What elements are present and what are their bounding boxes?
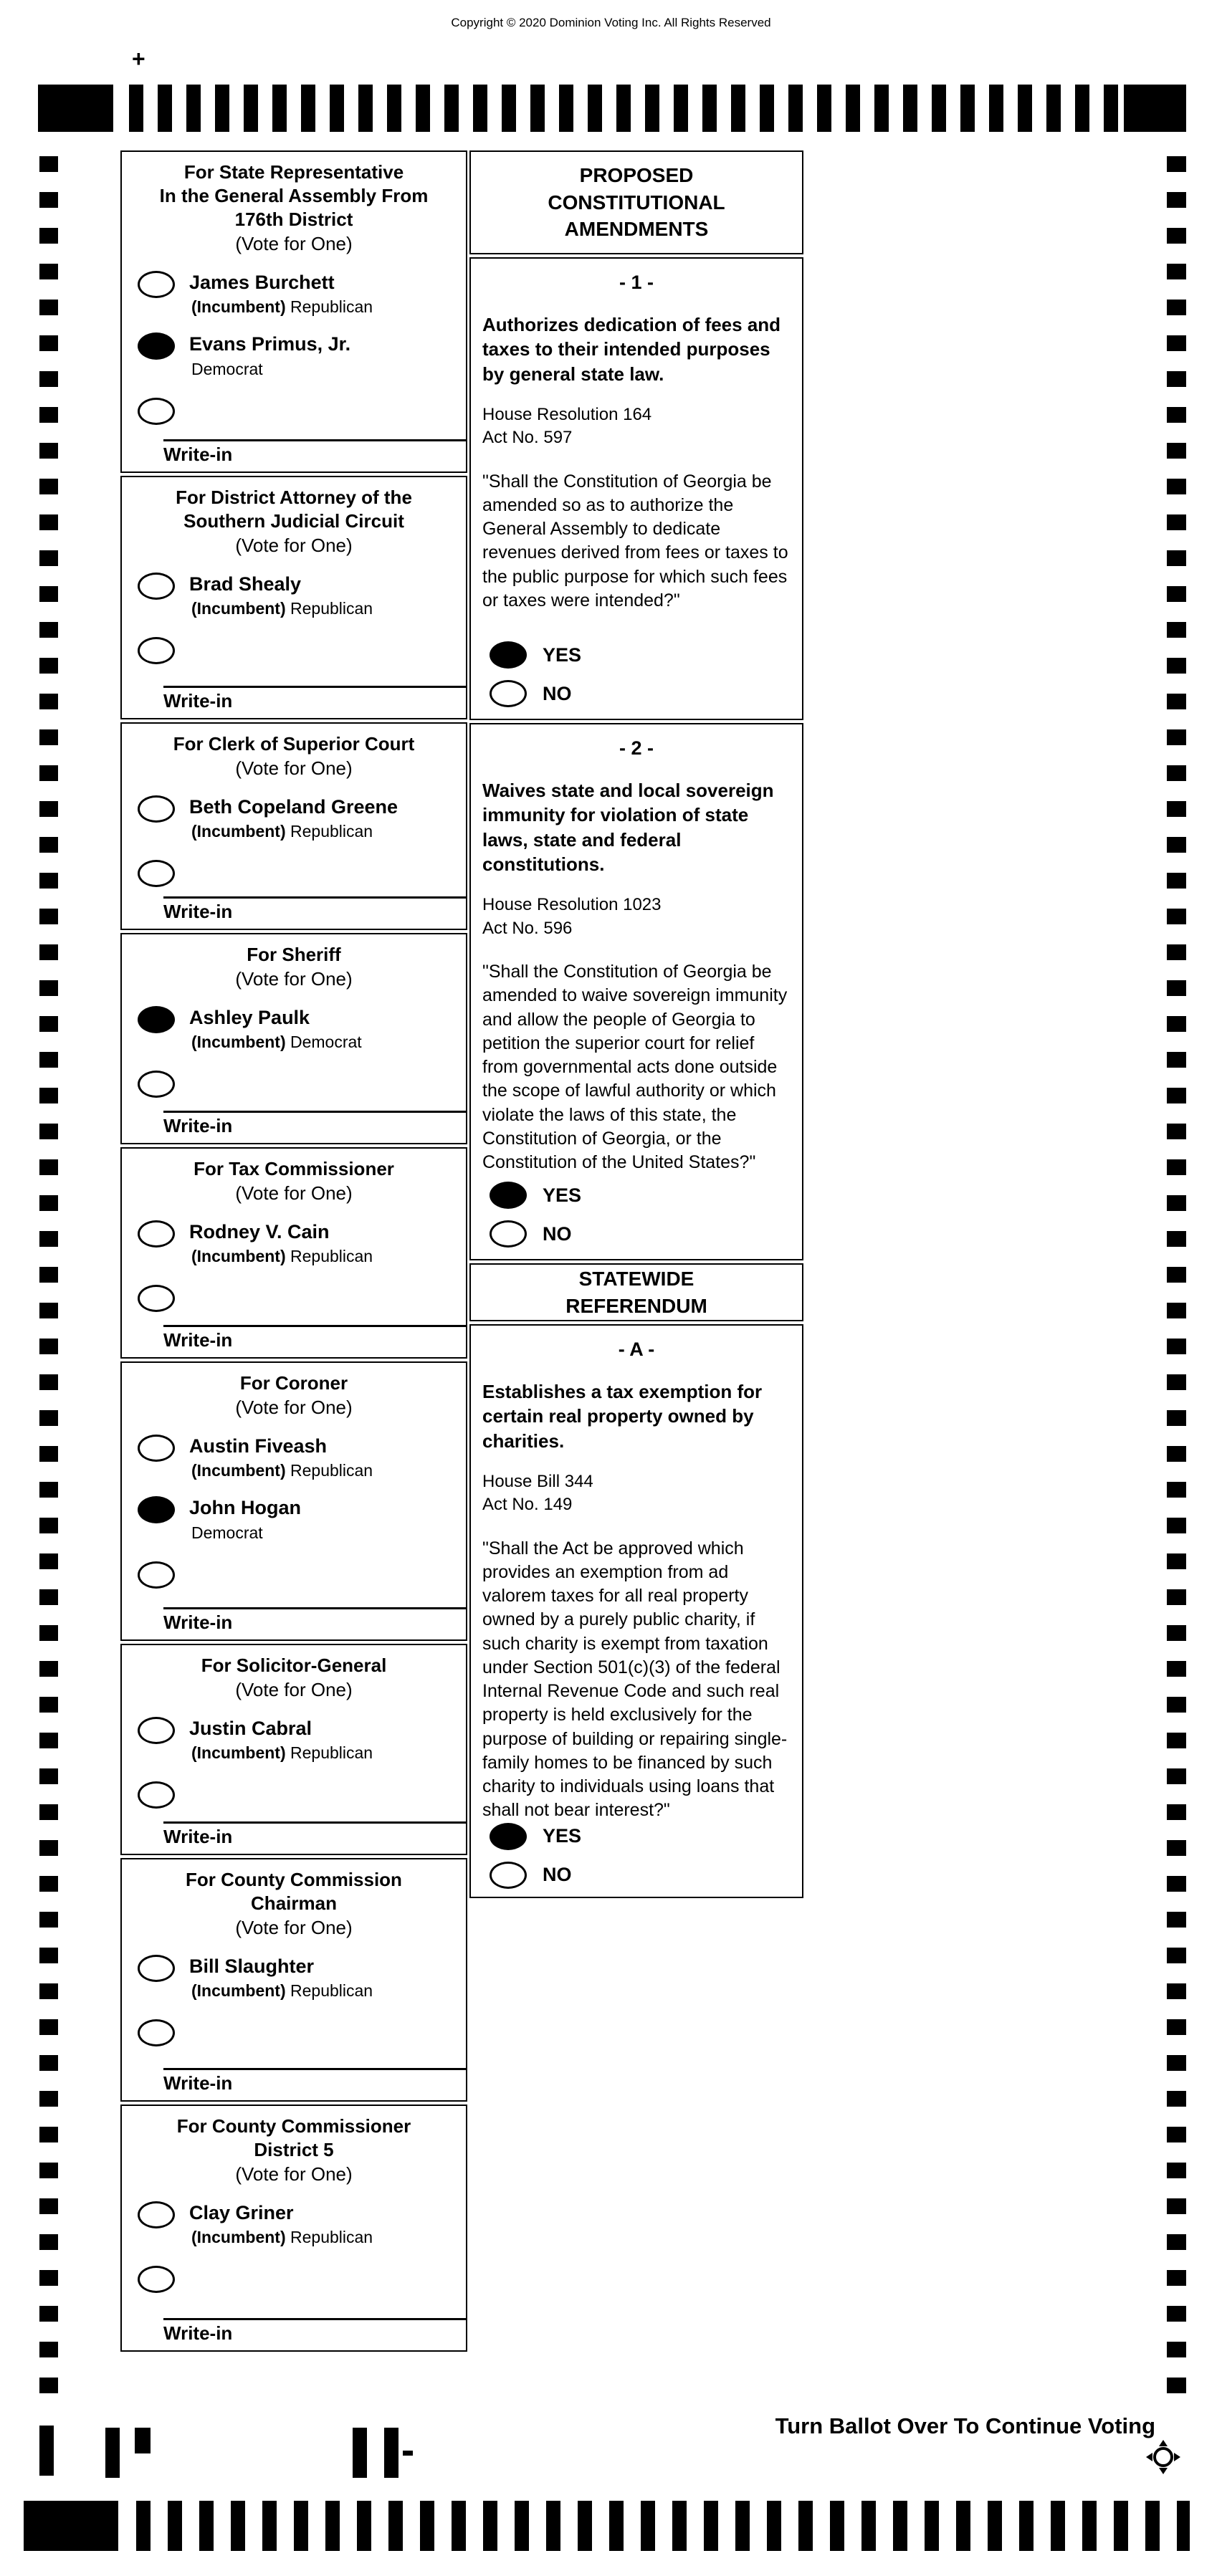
write-in-line[interactable]	[163, 1325, 466, 1327]
write-in-area	[122, 896, 466, 929]
measure-summary: Waives state and local sovereign immunity for violation of state laws, state and federal constitutions.	[482, 780, 774, 875]
ballot-oval[interactable]	[490, 1823, 527, 1850]
measure-summary: Establishes a tax exemption for certain real property owned by charities.	[482, 1381, 763, 1452]
write-in-oval-row	[138, 1285, 466, 1312]
ballot-oval[interactable]	[138, 1781, 175, 1809]
candidate-party: (Incumbent) Republican	[191, 1461, 373, 1480]
candidate-row	[138, 332, 466, 378]
contest-clerk-superior-court	[120, 722, 467, 930]
contest-title: For Tax Commissioner	[194, 1158, 394, 1179]
write-in-line[interactable]	[163, 439, 466, 441]
write-in-label: Write-in	[163, 901, 233, 922]
amendments-section-header: PROPOSED CONSTITUTIONAL AMENDMENTS	[469, 150, 803, 254]
write-in-line[interactable]	[163, 1821, 466, 1824]
timing-marks-left	[39, 156, 58, 2397]
timing-marks-bottom	[136, 2501, 1190, 2551]
candidate-party: Democrat	[191, 1523, 263, 1542]
write-in-label: Write-in	[163, 2072, 233, 2094]
contest-title: For County Commission Chairman	[186, 1869, 402, 1915]
ballot-oval[interactable]	[138, 795, 175, 823]
candidate-row	[138, 1955, 466, 2001]
timing-mark-block-top-right	[1124, 85, 1186, 132]
ballot-oval[interactable]	[138, 1955, 175, 1982]
candidate-row	[138, 271, 466, 317]
candidate-party: (Incumbent) Republican	[191, 1981, 373, 2001]
candidate-name: John Hogan	[189, 1497, 301, 1519]
orientation-mark	[105, 2428, 120, 2478]
candidate-name: Beth Copeland Greene	[189, 796, 398, 818]
write-in-area	[122, 1325, 466, 1357]
candidate-party: (Incumbent) Democrat	[191, 1033, 362, 1052]
candidate-party: Democrat	[191, 359, 263, 378]
ballot-oval[interactable]	[138, 332, 175, 360]
yes-label: YES	[543, 1184, 582, 1206]
ballot-oval[interactable]	[138, 1220, 175, 1248]
ballot-oval[interactable]	[138, 1006, 175, 1033]
candidate-party: (Incumbent) Republican	[191, 1743, 373, 1763]
write-in-line[interactable]	[163, 1111, 466, 1113]
write-in-oval-row	[138, 398, 466, 425]
measures-column	[469, 150, 803, 1901]
contest-state-representative	[120, 150, 467, 473]
write-in-oval-row	[138, 637, 466, 664]
orientation-mark	[135, 2428, 151, 2453]
measure-references: House Resolution 164 Act No. 597	[482, 404, 652, 448]
contest-title: For Solicitor-General	[201, 1655, 387, 1676]
write-in-area	[122, 1111, 466, 1143]
no-label: NO	[543, 1864, 572, 1886]
ballot-oval[interactable]	[138, 398, 175, 425]
write-in-oval-row	[138, 1781, 466, 1809]
write-in-label: Write-in	[163, 444, 233, 465]
yes-label: YES	[543, 1825, 582, 1847]
orientation-mark	[353, 2428, 367, 2478]
vote-for-instruction: (Vote for One)	[235, 1917, 353, 1939]
candidate-row	[138, 1435, 466, 1480]
candidate-party: (Incumbent) Republican	[191, 2228, 373, 2247]
ballot-oval[interactable]	[490, 1220, 527, 1248]
orientation-mark	[384, 2428, 398, 2478]
turn-ballot-over-instruction: Turn Ballot Over To Continue Voting	[775, 2413, 1155, 2438]
contest-county-commission-chairman	[120, 1858, 467, 2102]
vote-for-instruction: (Vote for One)	[235, 1679, 353, 1701]
measure-number: - A -	[618, 1339, 655, 1360]
write-in-line[interactable]	[163, 896, 466, 899]
vote-for-instruction: (Vote for One)	[235, 757, 353, 780]
contest-county-commissioner-district5	[120, 2105, 467, 2352]
vote-for-instruction: (Vote for One)	[235, 1182, 353, 1205]
measure-amendment-1	[469, 257, 803, 720]
no-choice-row	[490, 1220, 791, 1248]
ballot-oval[interactable]	[138, 1071, 175, 1098]
candidate-name: Evans Primus, Jr.	[189, 333, 351, 355]
candidate-row	[138, 1006, 466, 1052]
write-in-line[interactable]	[163, 2318, 466, 2320]
write-in-label: Write-in	[163, 1115, 233, 1136]
candidate-name: Rodney V. Cain	[189, 1221, 330, 1243]
measure-references: House Bill 344 Act No. 149	[482, 1471, 593, 1515]
orientation-mark	[403, 2451, 413, 2456]
yes-choice-row	[490, 641, 791, 669]
write-in-area	[122, 2318, 466, 2350]
write-in-label: Write-in	[163, 690, 233, 712]
candidate-party: (Incumbent) Republican	[191, 297, 373, 317]
contest-title: For Coroner	[239, 1372, 348, 1394]
candidate-party: (Incumbent) Republican	[191, 822, 373, 841]
timing-marks-top	[129, 85, 1121, 132]
registration-plus-mark: +	[132, 46, 145, 72]
vote-for-instruction: (Vote for One)	[235, 2163, 353, 2185]
write-in-area	[122, 1607, 466, 1639]
timing-mark-block-bottom-left	[24, 2501, 118, 2551]
contest-tax-commissioner	[120, 1147, 467, 1359]
ballot-oval[interactable]	[138, 1717, 175, 1744]
measure-choices	[482, 641, 791, 719]
ballot-oval[interactable]	[138, 1496, 175, 1523]
contest-title: For State Representative In the General Assembly From 176th District	[159, 161, 429, 231]
candidate-name: Ashley Paulk	[189, 1007, 310, 1029]
write-in-line[interactable]	[163, 686, 466, 688]
contest-sheriff	[120, 933, 467, 1144]
ballot-oval[interactable]	[138, 860, 175, 887]
measure-choices	[482, 1182, 791, 1259]
contest-title: For District Attorney of the Southern Judicial Circuit	[176, 487, 412, 532]
no-choice-row	[490, 680, 791, 707]
candidate-row	[138, 795, 466, 841]
yes-choice-row	[490, 1823, 791, 1850]
ballot-oval[interactable]	[138, 2201, 175, 2228]
vote-for-instruction: (Vote for One)	[235, 968, 353, 990]
contest-solicitor-general	[120, 1644, 467, 1855]
ballot-oval[interactable]	[490, 680, 527, 707]
candidate-name: Bill Slaughter	[189, 1955, 315, 1978]
no-choice-row	[490, 1862, 791, 1889]
vote-for-instruction: (Vote for One)	[235, 535, 353, 557]
write-in-oval-row	[138, 2266, 466, 2293]
ballot-oval[interactable]	[138, 2266, 175, 2293]
candidate-name: Justin Cabral	[189, 1718, 312, 1740]
ballot-oval[interactable]	[490, 1182, 527, 1209]
write-in-area	[122, 686, 466, 718]
ballot-oval[interactable]	[490, 1862, 527, 1889]
write-in-area	[122, 1821, 466, 1854]
measure-number: - 1 -	[619, 272, 654, 293]
contest-district-attorney	[120, 476, 467, 719]
candidate-row	[138, 1220, 466, 1266]
write-in-oval-row	[138, 1561, 466, 1589]
registration-crosshair-icon	[1145, 2439, 1181, 2475]
write-in-label: Write-in	[163, 1612, 233, 1633]
vote-for-instruction: (Vote for One)	[235, 233, 353, 255]
measure-referendum-a	[469, 1324, 803, 1898]
contest-coroner	[120, 1361, 467, 1641]
write-in-label: Write-in	[163, 1329, 233, 1351]
write-in-oval-row	[138, 2019, 466, 2046]
measure-question: "Shall the Constitution of Georgia be amended to waive sovereign immunity and allow the people of Georgia to petition the superior court for relief from governmental acts done outside the scope of lawful authority or which violate the laws of this state, the Constitution of Georgia, or the Constitution of the United States?"	[482, 962, 788, 1173]
write-in-oval-row	[138, 860, 466, 887]
timing-mark-block-top-left	[38, 85, 113, 132]
measure-summary: Authorizes dedication of fees and taxes to their intended purposes by general state law.	[482, 314, 781, 385]
contest-title: For Sheriff	[247, 944, 341, 965]
copyright-line: Copyright © 2020 Dominion Voting Inc. All Rights Reserved	[451, 16, 771, 29]
measure-question: "Shall the Act be approved which provides an exemption from ad valorem taxes for all real property owned by a purely public charity, if such charity is exempt from taxation under Section 501(c)(3) of the federal Internal Revenue Code and such real property is held exclusively for the purpose of building or repairing single-family homes to be financed by such charity to individuals using loans that shall not bear interest?"	[482, 1538, 788, 1821]
no-label: NO	[543, 682, 572, 704]
timing-marks-right	[1167, 156, 1186, 2397]
contest-title: For Clerk of Superior Court	[173, 733, 415, 755]
write-in-area	[122, 2068, 466, 2100]
ballot-oval[interactable]	[138, 573, 175, 600]
referendum-section-header: STATEWIDE REFERENDUM	[469, 1263, 803, 1321]
vote-for-instruction: (Vote for One)	[235, 1397, 353, 1419]
write-in-line[interactable]	[163, 1607, 466, 1609]
no-label: NO	[543, 1222, 572, 1245]
ballot-oval[interactable]	[138, 1285, 175, 1312]
write-in-label: Write-in	[163, 1826, 233, 1847]
ballot-oval[interactable]	[138, 1435, 175, 1462]
measure-choices	[482, 1823, 791, 1898]
write-in-oval-row	[138, 1071, 466, 1098]
measure-number: - 2 -	[619, 737, 654, 759]
ballot-oval[interactable]	[138, 271, 175, 298]
write-in-label: Write-in	[163, 2322, 233, 2344]
ballot-oval[interactable]	[490, 641, 527, 669]
measure-amendment-2	[469, 723, 803, 1260]
candidate-name: Brad Shealy	[189, 573, 302, 595]
candidate-party: (Incumbent) Republican	[191, 1247, 373, 1266]
ballot-oval[interactable]	[138, 1561, 175, 1589]
candidate-name: James Burchett	[189, 272, 335, 294]
candidate-row	[138, 1717, 466, 1763]
yes-label: YES	[543, 643, 582, 666]
contest-title: For County Commissioner District 5	[176, 2115, 411, 2161]
yes-choice-row	[490, 1182, 791, 1209]
orientation-mark	[39, 2426, 54, 2476]
candidate-party: (Incumbent) Republican	[191, 599, 373, 618]
write-in-area	[122, 439, 466, 471]
ballot-oval[interactable]	[138, 2019, 175, 2046]
candidate-row	[138, 2201, 466, 2247]
measure-question: "Shall the Constitution of Georgia be amended so as to authorize the General Assembly to dedicate revenues derived from fees or taxes to the public purpose for which such fees or taxes were intended?"	[482, 471, 788, 611]
candidate-name: Austin Fiveash	[189, 1435, 328, 1457]
ballot-oval[interactable]	[138, 637, 175, 664]
candidate-row	[138, 573, 466, 618]
candidate-row	[138, 1496, 466, 1542]
candidate-name: Clay Griner	[189, 2202, 294, 2224]
write-in-line[interactable]	[163, 2068, 466, 2070]
contests-column	[120, 150, 467, 2355]
measure-references: House Resolution 1023 Act No. 596	[482, 895, 662, 938]
